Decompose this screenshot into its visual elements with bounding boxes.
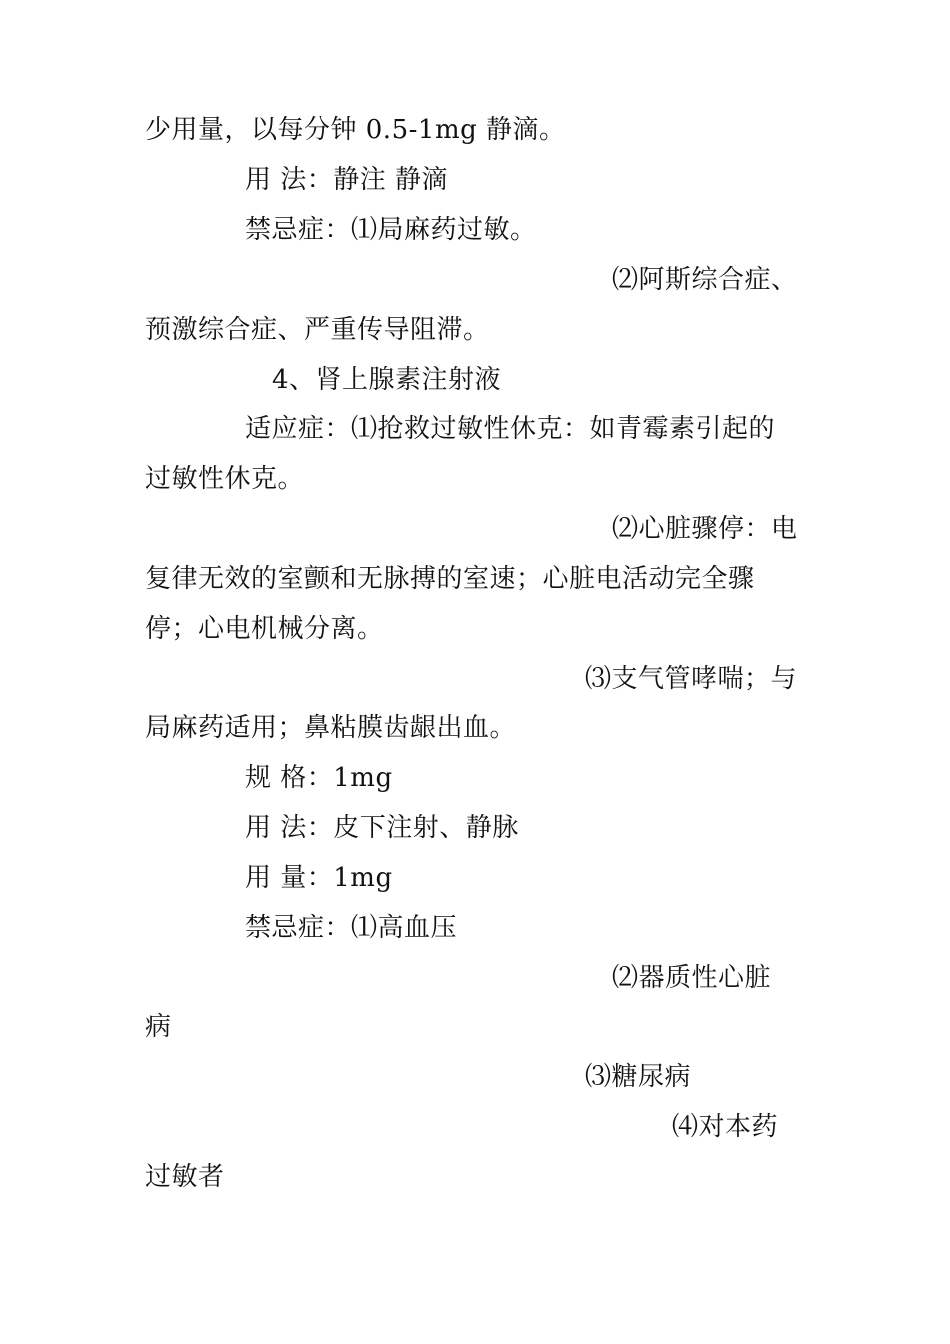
text-line: 规 格：1mg	[245, 763, 393, 793]
text-line: ⑵心脏骤停：电	[612, 514, 798, 544]
text-line: 用 量：1mg	[245, 863, 393, 893]
text-line: 预激综合症、严重传导阻滞。	[145, 315, 490, 345]
text-line: ⑷对本药	[672, 1112, 779, 1142]
text-line: 局麻药适用；鼻粘膜齿龈出血。	[145, 713, 517, 743]
text-line: 适应症：⑴抢救过敏性休克：如青霉素引起的	[245, 414, 776, 444]
text-line: 禁忌症：⑴高血压	[245, 913, 458, 943]
text-line: 病	[145, 1012, 172, 1042]
section-heading: 4、肾上腺素注射液	[272, 365, 502, 395]
text-line: 禁忌症：⑴局麻药过敏。	[245, 215, 537, 245]
text-line: 过敏性休克。	[145, 464, 305, 494]
text-line: ⑶支气管哮喘；与	[585, 664, 798, 694]
text-line: ⑵器质性心脏	[612, 963, 772, 993]
text-line: 过敏者	[145, 1162, 225, 1192]
text-line: 用 法：皮下注射、静脉	[245, 813, 519, 843]
text-line: 复律无效的室颤和无脉搏的室速；心脏电活动完全骤	[145, 564, 755, 594]
text-line: 用 法：静注 静滴	[245, 165, 449, 195]
text-line: ⑶糖尿病	[585, 1062, 692, 1092]
text-line: 停；心电机械分离。	[145, 614, 384, 644]
text-line: ⑵阿斯综合症、	[612, 265, 798, 295]
text-line: 少用量，以每分钟 0.5-1mg 静滴。	[145, 115, 566, 145]
